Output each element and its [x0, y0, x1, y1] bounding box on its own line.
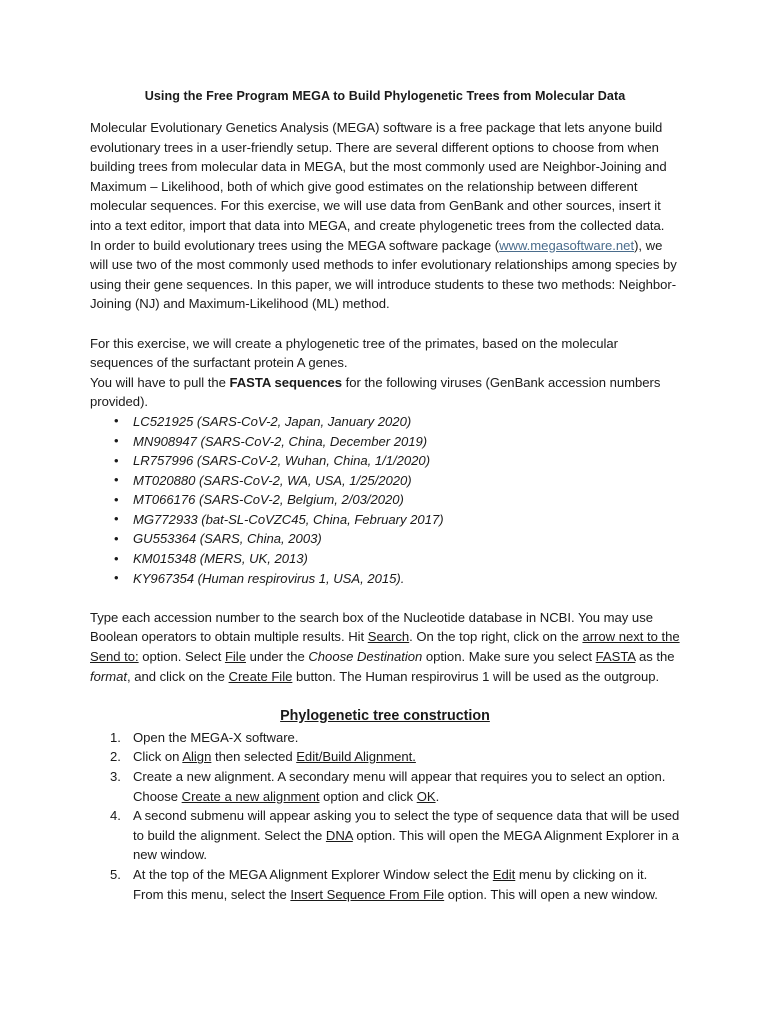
- paragraph-spacer: [90, 314, 680, 334]
- fasta-sequences-bold: FASTA sequences: [229, 374, 342, 390]
- choose-destination-term: Choose Destination: [308, 649, 423, 665]
- step2-text-1: Click on: [133, 749, 183, 765]
- ncbi-text-2: . On the top right, click on the: [409, 629, 583, 645]
- steps-list: [90, 728, 680, 904]
- list-item: [90, 728, 680, 748]
- exercise-paragraph: [90, 334, 680, 373]
- list-item: • LC521925 (SARS-CoV-2, Japan, January 2020): [90, 412, 680, 432]
- send-to-arrow-term: arrow next to the Send to:: [90, 629, 680, 665]
- insert-sequence-from-file-term: Insert Sequence From File: [290, 886, 445, 902]
- list-item: • MG772933 (bat-SL-CoVZC45, China, February 2017): [90, 510, 680, 530]
- format-term: format: [90, 668, 127, 684]
- fasta-term: FASTA: [595, 649, 636, 665]
- edit-build-alignment-term: Edit/Build Alignment.: [296, 749, 416, 765]
- step3-text-3: .: [435, 788, 440, 804]
- list-item: • MT020880 (SARS-CoV-2, WA, USA, 1/25/2020): [90, 471, 680, 491]
- ncbi-text-7: , and click on the: [127, 668, 229, 684]
- list-item: [90, 806, 680, 865]
- ncbi-text-8: button. The Human respirovirus 1 will be used as the outgroup.: [292, 668, 660, 684]
- list-item: • KM015348 (MERS, UK, 2013): [90, 549, 680, 569]
- intro-paragraph: [90, 118, 680, 236]
- fasta-text-part2: for the following viruses (GenBank accession numbers provided).: [90, 374, 661, 410]
- list-item: • MN908947 (SARS-CoV-2, China, December 2019): [90, 432, 680, 452]
- create-file-term: Create File: [228, 668, 293, 684]
- mega-package-paragraph: [90, 236, 680, 314]
- ncbi-text-3: option. Select: [138, 649, 225, 665]
- list-item: • MT066176 (SARS-CoV-2, Belgium, 2/03/2020): [90, 490, 680, 510]
- align-term: Align: [182, 749, 212, 765]
- list-item: [90, 747, 680, 767]
- section-heading: [90, 706, 680, 727]
- search-term: Search: [367, 629, 410, 645]
- fasta-text-part1: You will have to pull the: [90, 374, 230, 390]
- create-new-alignment-term: Create a new alignment: [181, 788, 320, 804]
- ncbi-instructions-paragraph: [90, 608, 680, 686]
- intro-paragraph-text: Molecular Evolutionary Genetics Analysis (MEGA) software is a free package that lets anyone build evolutionary trees in a user-friendly setup. There are several different options to choose from when building trees from molecular data in MEGA, but the most commonly used are Neighbor-Joining and Maximum – Likelihood, both of which give good estimates on the relationship between different molecular sequences. For this exercise, we will use data from GenBank and other sources, insert it into a text editor, import that data into MEGA, and create phylogenetic trees from the collected data.: [90, 120, 667, 233]
- heading-spacer: [90, 686, 680, 706]
- list-item: [90, 865, 680, 904]
- step1-text: Open the MEGA-X software.: [133, 729, 299, 745]
- step5-text-1: At the top of the MEGA Alignment Explorer Window select the: [133, 866, 493, 882]
- dna-term: DNA: [325, 827, 353, 843]
- step5-text-3: option. This will open a new window.: [444, 886, 658, 902]
- step2-text-2: then selected: [211, 749, 297, 765]
- exercise-paragraph-text: For this exercise, we will create a phylogenetic tree of the primates, based on the molecular sequences of the surfactant protein A genes.: [90, 335, 618, 371]
- list-spacer: [90, 588, 680, 608]
- list-item: [90, 767, 680, 806]
- ncbi-text-6: as the: [635, 649, 675, 665]
- mega-package-text-after-link: ), we will use two of the most commonly used methods to infer evolutionary relationships among species by using their gene sequences. In this paper, we will introduce students to these two methods: Neighbor-Joining (NJ) and Maximum-Likelihood (ML) method.: [90, 237, 677, 312]
- file-term: File: [224, 649, 246, 665]
- step5-text-2: menu by clicking on it. From this menu, select the: [133, 866, 648, 902]
- mega-package-text-before-link: In order to build evolutionary trees using the MEGA software package (: [90, 237, 500, 253]
- step4-text-1: A second submenu will appear asking you to select the type of sequence data that will be used to build the alignment. Select the: [133, 808, 680, 843]
- step3-text-1: Create a new alignment. A secondary menu will appear that requires you to select an option. Choose: [133, 769, 666, 804]
- edit-menu-term: Edit: [492, 866, 516, 882]
- accession-list: [90, 412, 680, 588]
- step3-text-2: option and click: [319, 788, 417, 804]
- section-heading-text: Phylogenetic tree construction: [280, 707, 490, 724]
- ok-term: OK: [416, 788, 436, 804]
- page-title: Using the Free Program MEGA to Build Phylogenetic Trees from Molecular Data: [144, 89, 626, 103]
- list-item: • KY967354 (Human respirovirus 1, USA, 2015).: [90, 569, 680, 589]
- megasoftware-link[interactable]: www.megasoftware.net: [499, 237, 635, 253]
- ncbi-text-4: under the: [245, 649, 309, 665]
- list-item: • LR757996 (SARS-CoV-2, Wuhan, China, 1/1/2020): [90, 451, 680, 471]
- ncbi-text-5: option. Make sure you select: [422, 649, 596, 665]
- ncbi-text-1: Type each accession number to the search box of the Nucleotide database in NCBI. You may use Boolean operators to obtain multiple results. Hit: [90, 609, 653, 645]
- list-item: • GU553364 (SARS, China, 2003): [90, 529, 680, 549]
- fasta-paragraph: [90, 373, 680, 412]
- step4-text-2: option. This will open the MEGA Alignment Explorer in a new window.: [133, 827, 679, 863]
